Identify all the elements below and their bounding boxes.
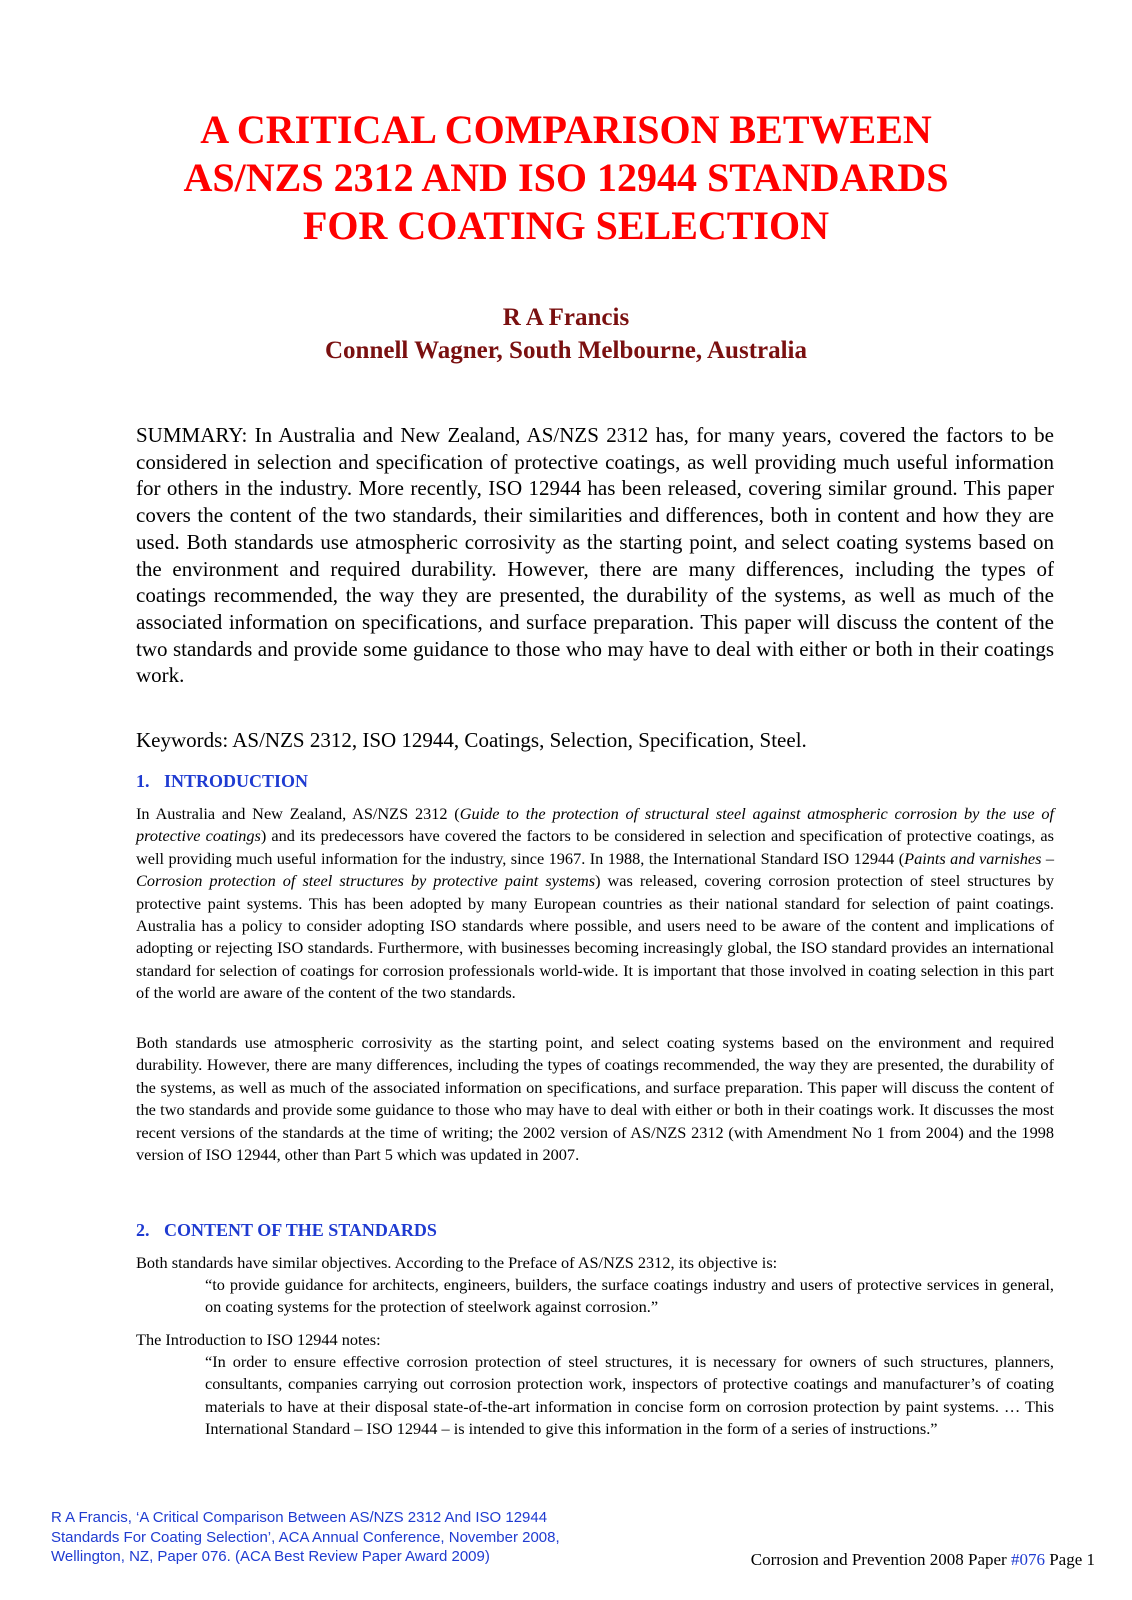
intro-p1-standard-title-a: Guide to the protection of structural steel against atmospheric corrosion by the use of protective coatings	[136, 804, 1054, 846]
title-line-1: A CRITICAL COMPARISON BETWEEN	[200, 107, 932, 152]
section-1-heading	[136, 771, 308, 792]
author-block	[0, 301, 1132, 367]
footer-page-info	[751, 1550, 1095, 1570]
intro-p1-text-a: In Australia and New Zealand, AS/NZS 2312 (	[136, 804, 460, 823]
section-2-number: 2.	[136, 1220, 150, 1240]
keywords-line: Keywords: AS/NZS 2312, ISO 12944, Coatings, Selection, Specification, Steel.	[136, 728, 807, 752]
section-2-intro-2: The Introduction to ISO 12944 notes:	[136, 1330, 381, 1349]
as-nzs-quote: “to provide guidance for architects, engineers, builders, the surface coatings industry and users of protective services in general, on coating systems for the protection of steelwork against corrosion.”	[205, 1275, 1054, 1317]
iso-quote: “In order to ensure effective corrosion protection of steel structures, it is necessary for owners of such structures, planners, consultants, companies carrying out corrosion protection work, inspectors of protective coatings and manufacturer’s of coating materials to have at their disposal state-of-the-art information in concise form on corrosion protection by paint systems. … This International Standard – ISO 12944 – is intended to give this information in the form of a series of instructions.”	[205, 1352, 1054, 1439]
section-1-title: INTRODUCTION	[164, 771, 309, 791]
summary-paragraph: SUMMARY: In Australia and New Zealand, AS/NZS 2312 has, for many years, covered the factors to be considered in selection and specification of protective coatings, as well providing much useful information for others in the industry. More recently, ISO 12944 has been released, covering similar ground. This paper covers the content of the two standards, their similarities and differences, both in content and how they are used. Both standards use atmospheric corrosivity as the starting point, and select coating systems based on the environment and required durability. However, there are many differences, including the types of coatings recommended, the way they are presented, the durability of the systems, as well as much of the associated information on specifications, and surface preparation. This paper will discuss the content of the two standards and provide some guidance to those who may have to deal with either or both in their coatings work.	[136, 423, 1054, 688]
citation-line-1: R A Francis, ‘A Critical Comparison Between AS/NZS 2312 And ISO 12944	[51, 1509, 548, 1526]
footer-page-number: Page 1	[1044, 1550, 1095, 1569]
section-2-heading	[136, 1220, 437, 1241]
section-2-intro: Both standards have similar objectives. According to the Preface of AS/NZS 2312, its objective is:	[136, 1253, 778, 1272]
author-name: R A Francis	[502, 304, 630, 331]
intro-p1-text-c: ) was released, covering corrosion protection of steel structures by protective paint systems. This has been adopted by many European countries as their national standard for selection of paint coatings. Australia has a policy to consider adopting ISO standards where possible, and users need to be aware of the content and implications of adopting or rejecting ISO standards. Furthermore, with businesses becoming increasingly global, the ISO standard provides an international standard for selection of coatings for corrosion professionals world-wide. It is important that those involved in coating selection in this part of the world are aware of the content of the two standards.	[136, 871, 1054, 1003]
footer-citation	[51, 1508, 651, 1567]
title-line-2: AS/NZS 2312 AND ISO 12944 STANDARDS	[183, 155, 949, 200]
intro-paragraph-1	[136, 803, 1054, 1005]
title-line-3: FOR COATING SELECTION	[302, 203, 829, 248]
footer-paper-number: #076	[1010, 1550, 1045, 1569]
paper-title	[0, 106, 1132, 250]
author-affiliation: Connell Wagner, South Melbourne, Australia	[324, 337, 808, 364]
intro-p1-text-b: ) and its predecessors have covered the factors to be considered in selection and specification of protective coatings, as well providing much useful information for the industry, since 1967. In 1988, the International Standard ISO 12944 (	[136, 826, 1054, 868]
intro-p1-standard-title-b: Paints and varnishes – Corrosion protection of steel structures by protective paint systems	[136, 848, 1054, 891]
section-2-title: CONTENT OF THE STANDARDS	[164, 1220, 437, 1240]
footer-conference: Corrosion and Prevention 2008 Paper	[750, 1550, 1011, 1569]
citation-line-3: Wellington, NZ, Paper 076. (ACA Best Review Paper Award 2009)	[51, 1548, 490, 1565]
citation-line-2: Standards For Coating Selection’, ACA Annual Conference, November 2008,	[51, 1528, 560, 1546]
intro-paragraph-2: Both standards use atmospheric corrosivity as the starting point, and select coating systems based on the environment and required durability. However, there are many differences, including the types of coatings recommended, the way they are presented, the durability of the systems, as well as much of the associated information on specifications, and surface preparation. This paper will discuss the content of the two standards and provide some guidance to those who may have to deal with either or both in their coatings work. It discusses the most recent versions of the standards at the time of writing; the 2002 version of AS/NZS 2312 (with Amendment No 1 from 2004) and the 1998 version of ISO 12944, other than Part 5 which was updated in 2007.	[136, 1033, 1054, 1165]
section-1-number: 1.	[136, 771, 150, 791]
